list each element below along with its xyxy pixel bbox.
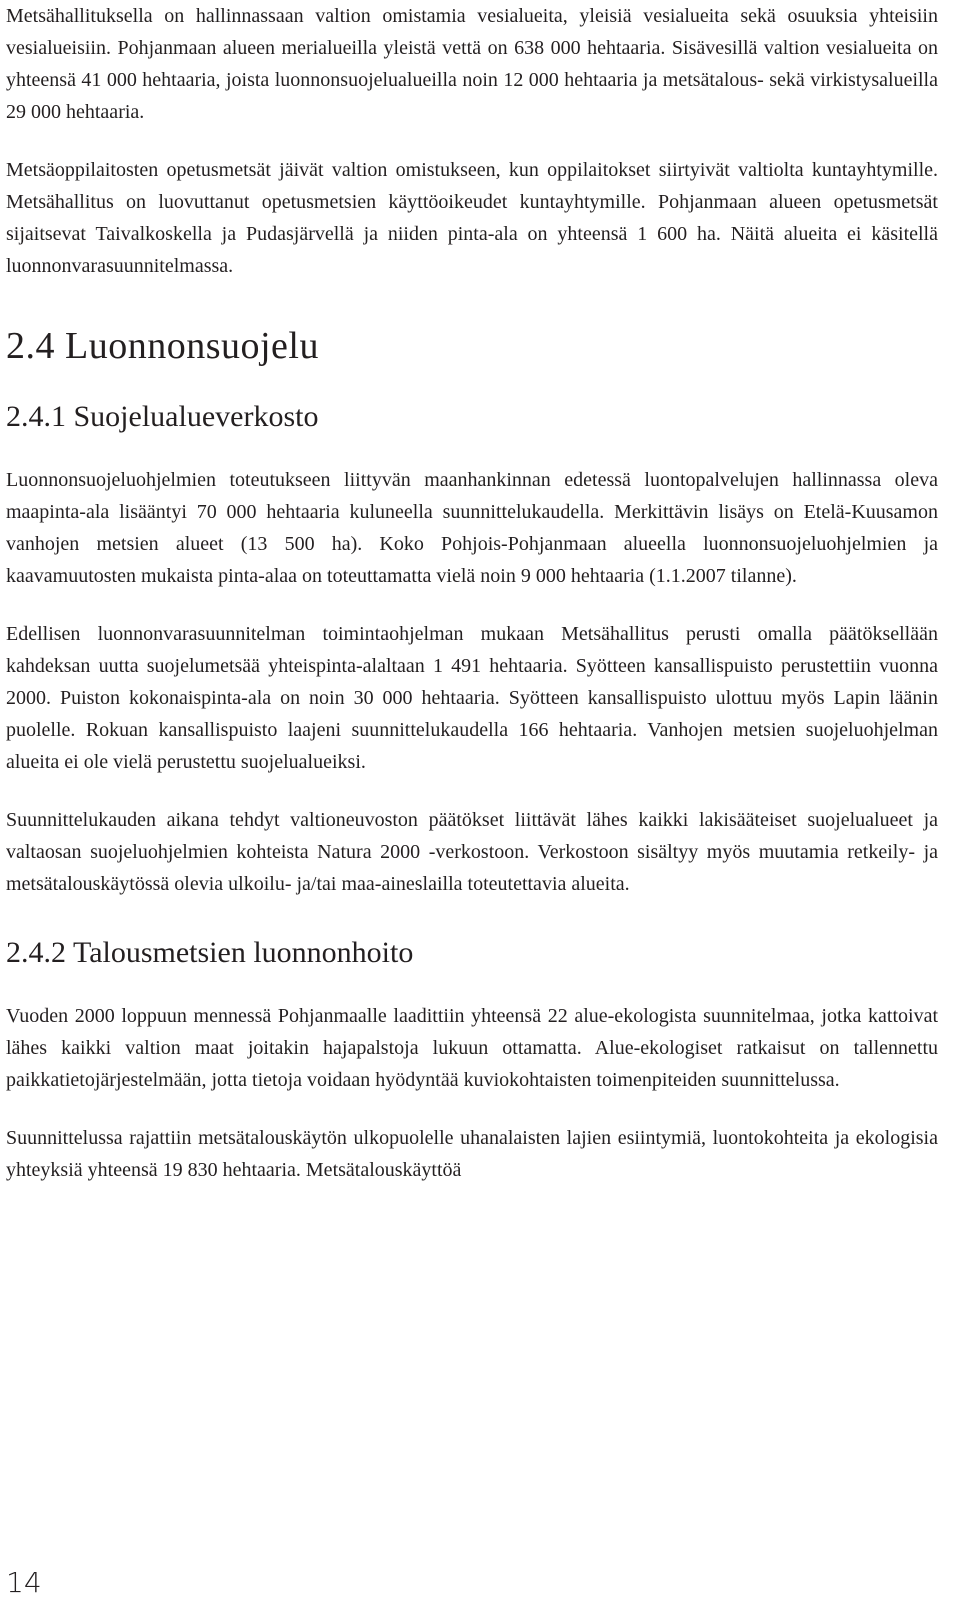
page-number: 14 xyxy=(6,1566,42,1599)
paragraph-natura-2000: Suunnittelukauden aikana tehdyt valtioneuvoston päätökset liittävät lähes kaikki lakisääteiset suojelualueet ja valtaosan suojeluohjelmien kohteista Natura 2000 -verkostoon. Verkostoon sisältyy myös muutamia retkeily- ja metsätalouskäytössä olevia ulkoilu- ja/tai maa-aineslailla toteutettavia alueita. xyxy=(6,809,938,895)
paragraph-training-forests: Metsäoppilaitosten opetusmetsät jäivät valtion omistukseen, kun oppilaitokset siirtyivät valtiolta kuntayhtymille. Metsähallitus on luovuttanut opetusmetsien käyttöoikeudet kuntayhtymille. Pohjanmaan alueen opetusmetsät sijaitsevat Taivalkoskella ja Pudasjärvellä ja niiden pinta-ala on yhteensä 1 600 ha. Näitä alueita ei käsitellä luonnonvarasuunnitelmassa. xyxy=(6,159,938,277)
section-heading-2-4-1: 2.4.1 Suojelualueverkosto xyxy=(6,400,319,433)
section-heading-2-4-2: 2.4.2 Talousmetsien luonnonhoito xyxy=(6,936,414,969)
paragraph-protected-forests: Edellisen luonnonvarasuunnitelman toimintaohjelman mukaan Metsähallitus perusti omalla päätöksellään kahdeksan uutta suojelumetsää yhteispinta-alaltaan 1 491 hehtaaria. Syötteen kansallispuisto perustettiin vuonna 2000. Puiston kokonaispinta-ala on noin 30 000 hehtaaria. Syötteen kansallispuisto ulottuu myös Lapin läänin puolelle. Rokuan kansallispuisto laajeni suunnittelukaudella 166 hehtaaria. Vanhojen metsien suojeluohjelman alueita ei ole vielä perustettu suojelualueiksi. xyxy=(6,623,938,773)
section-heading-2-4: 2.4 Luonnonsuojelu xyxy=(6,325,319,367)
paragraph-spacer xyxy=(6,1096,938,1122)
section-spacer xyxy=(6,436,938,464)
paragraph-land-acquisition: Luonnonsuojeluohjelmien toteutukseen liittyvän maanhankinnan edetessä luontopalvelujen hallinnassa oleva maapinta-ala lisääntyi 70 000 hehtaaria kuluneella suunnittelukaudella. Merkittävin lisäys on Etelä-Kuusamon vanhojen metsien alueet (13 500 ha). Koko Pohjois-Pohjanmaan alueella luonnonsuojeluohjelmien ja kaavamuutosten mukaista pinta-alaa on toteuttamatta vielä noin 9 000 hehtaaria (1.1.2007 tilanne). xyxy=(6,469,938,587)
section-spacer xyxy=(6,900,938,934)
paragraph-ecological-plans: Vuoden 2000 loppuun mennessä Pohjanmaalle laadittiin yhteensä 22 alue-ekologista suunnitelmaa, jotka kattoivat lähes kaikki valtion maat joitakin hajapalstoja lukuun ottamatta. Alue-ekologiset ratkaisut on tallennettu paikkatietojärjestelmään, jotta tietoja voidaan hyödyntää kuviokohtaisten toimenpiteiden suunnittelussa. xyxy=(6,1005,938,1091)
paragraph-excluded-areas: Suunnittelussa rajattiin metsätalouskäytön ulkopuolelle uhanalaisten lajien esiintymiä, luontokohteita ja ekologisia yhteyksiä yhteensä 19 830 hehtaaria. Metsätalouskäyttöä xyxy=(6,1127,938,1181)
paragraph-spacer xyxy=(6,128,938,154)
section-spacer xyxy=(6,282,938,324)
paragraph-spacer xyxy=(6,592,938,618)
section-spacer xyxy=(6,972,938,1000)
paragraph-water-areas: Metsähallituksella on hallinnassaan valtion omistamia vesialueita, yleisiä vesialueita sekä osuuksia yhteisiin vesialueisiin. Pohjanmaan alueen merialueilla yleistä vettä on 638 000 hehtaaria. Sisävesillä valtion vesialueita on yhteensä 41 000 hehtaaria, joista luonnonsuojelualueilla noin 12 000 hehtaaria ja metsätalous- sekä virkistysalueilla 29 000 hehtaaria. xyxy=(6,5,938,123)
section-spacer xyxy=(6,368,938,398)
paragraph-spacer xyxy=(6,778,938,804)
document-page xyxy=(6,0,938,1186)
